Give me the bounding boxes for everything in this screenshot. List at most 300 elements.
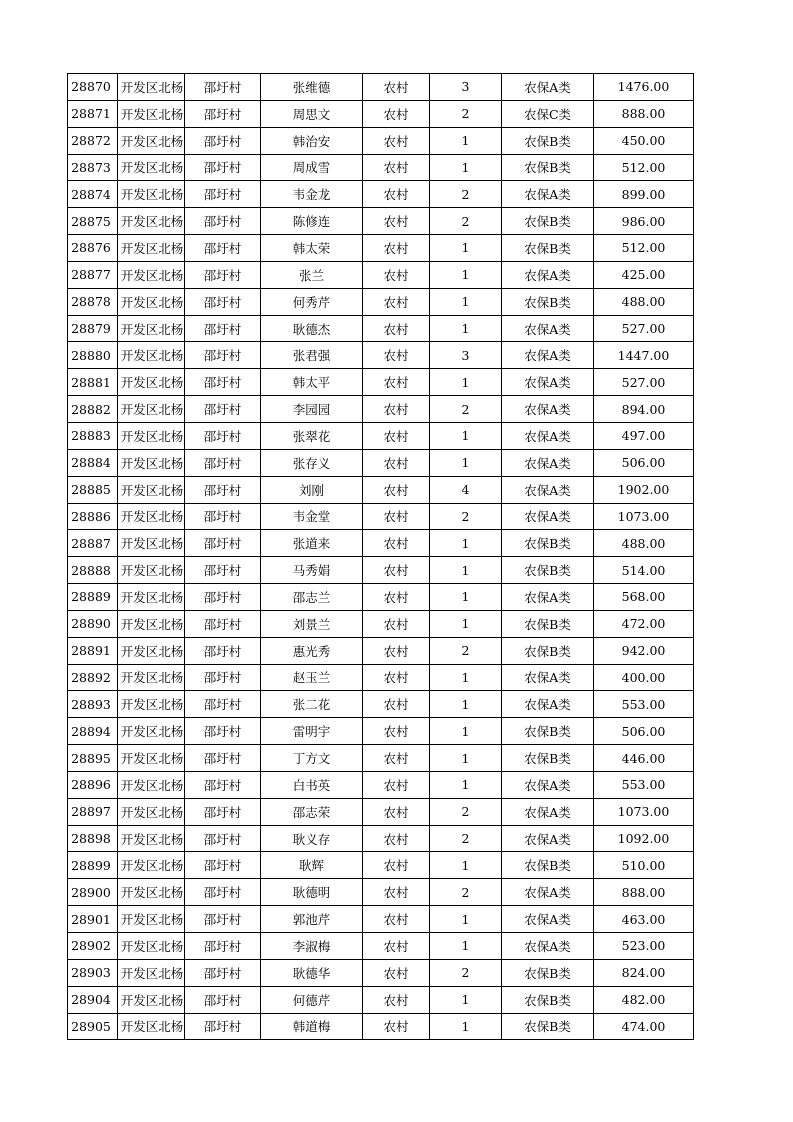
insurance-category-cell: 农保A类 (502, 422, 594, 449)
household-count-cell: 2 (430, 503, 502, 530)
village-cell: 邵圩村 (185, 879, 261, 906)
amount-cell: 888.00 (594, 879, 694, 906)
record-id-cell: 28879 (68, 315, 118, 342)
household-count-cell: 1 (430, 261, 502, 288)
residence-type-cell: 农村 (363, 825, 430, 852)
household-count-cell: 1 (430, 718, 502, 745)
record-id-cell: 28871 (68, 100, 118, 127)
amount-cell: 523.00 (594, 933, 694, 960)
household-count-cell: 1 (430, 449, 502, 476)
insurance-category-cell: 农保A类 (502, 315, 594, 342)
amount-cell: 1447.00 (594, 342, 694, 369)
person-name-cell: 赵玉兰 (261, 664, 363, 691)
district-cell: 开发区北杨 (118, 154, 185, 181)
roster-table (67, 73, 694, 1040)
table-row (68, 1013, 694, 1040)
residence-type-cell: 农村 (363, 127, 430, 154)
village-cell: 邵圩村 (185, 154, 261, 181)
district-cell: 开发区北杨 (118, 745, 185, 772)
table-row (68, 127, 694, 154)
person-name-cell: 马秀娟 (261, 557, 363, 584)
district-cell: 开发区北杨 (118, 986, 185, 1013)
residence-type-cell: 农村 (363, 584, 430, 611)
person-name-cell: 郭池芹 (261, 906, 363, 933)
record-id-cell: 28898 (68, 825, 118, 852)
amount-cell: 899.00 (594, 181, 694, 208)
household-count-cell: 1 (430, 933, 502, 960)
household-count-cell: 1 (430, 610, 502, 637)
village-cell: 邵圩村 (185, 933, 261, 960)
person-name-cell: 韦金龙 (261, 181, 363, 208)
residence-type-cell: 农村 (363, 261, 430, 288)
insurance-category-cell: 农保A类 (502, 825, 594, 852)
insurance-category-cell: 农保A类 (502, 449, 594, 476)
village-cell: 邵圩村 (185, 1013, 261, 1040)
person-name-cell: 张二花 (261, 691, 363, 718)
district-cell: 开发区北杨 (118, 771, 185, 798)
village-cell: 邵圩村 (185, 369, 261, 396)
table-row (68, 261, 694, 288)
district-cell: 开发区北杨 (118, 637, 185, 664)
table-row (68, 798, 694, 825)
table-row (68, 745, 694, 772)
person-name-cell: 韩太荣 (261, 235, 363, 262)
household-count-cell: 2 (430, 825, 502, 852)
amount-cell: 400.00 (594, 664, 694, 691)
residence-type-cell: 农村 (363, 288, 430, 315)
table-row (68, 503, 694, 530)
record-id-cell: 28875 (68, 208, 118, 235)
insurance-category-cell: 农保C类 (502, 100, 594, 127)
residence-type-cell: 农村 (363, 718, 430, 745)
person-name-cell: 邵志兰 (261, 584, 363, 611)
village-cell: 邵圩村 (185, 959, 261, 986)
table-row (68, 584, 694, 611)
residence-type-cell: 农村 (363, 933, 430, 960)
person-name-cell: 李园园 (261, 396, 363, 423)
record-id-cell: 28894 (68, 718, 118, 745)
household-count-cell: 1 (430, 771, 502, 798)
household-count-cell: 1 (430, 584, 502, 611)
record-id-cell: 28901 (68, 906, 118, 933)
table-row (68, 718, 694, 745)
record-id-cell: 28880 (68, 342, 118, 369)
table-row (68, 342, 694, 369)
amount-cell: 497.00 (594, 422, 694, 449)
district-cell: 开发区北杨 (118, 664, 185, 691)
village-cell: 邵圩村 (185, 530, 261, 557)
record-id-cell: 28897 (68, 798, 118, 825)
amount-cell: 553.00 (594, 691, 694, 718)
village-cell: 邵圩村 (185, 503, 261, 530)
amount-cell: 474.00 (594, 1013, 694, 1040)
insurance-category-cell: 农保B类 (502, 852, 594, 879)
household-count-cell: 1 (430, 235, 502, 262)
district-cell: 开发区北杨 (118, 959, 185, 986)
district-cell: 开发区北杨 (118, 369, 185, 396)
record-id-cell: 28887 (68, 530, 118, 557)
record-id-cell: 28877 (68, 261, 118, 288)
village-cell: 邵圩村 (185, 422, 261, 449)
district-cell: 开发区北杨 (118, 74, 185, 101)
amount-cell: 482.00 (594, 986, 694, 1013)
household-count-cell: 3 (430, 342, 502, 369)
household-count-cell: 1 (430, 906, 502, 933)
person-name-cell: 韩治安 (261, 127, 363, 154)
person-name-cell: 刘刚 (261, 476, 363, 503)
insurance-category-cell: 农保B类 (502, 637, 594, 664)
household-count-cell: 1 (430, 664, 502, 691)
record-id-cell: 28891 (68, 637, 118, 664)
table-row (68, 825, 694, 852)
person-name-cell: 耿义存 (261, 825, 363, 852)
person-name-cell: 何德芹 (261, 986, 363, 1013)
village-cell: 邵圩村 (185, 664, 261, 691)
record-id-cell: 28904 (68, 986, 118, 1013)
village-cell: 邵圩村 (185, 986, 261, 1013)
person-name-cell: 陈修连 (261, 208, 363, 235)
district-cell: 开发区北杨 (118, 181, 185, 208)
district-cell: 开发区北杨 (118, 798, 185, 825)
residence-type-cell: 农村 (363, 449, 430, 476)
table-row (68, 449, 694, 476)
district-cell: 开发区北杨 (118, 503, 185, 530)
district-cell: 开发区北杨 (118, 476, 185, 503)
table-row (68, 933, 694, 960)
person-name-cell: 李淑梅 (261, 933, 363, 960)
village-cell: 邵圩村 (185, 745, 261, 772)
record-id-cell: 28892 (68, 664, 118, 691)
table-row (68, 315, 694, 342)
amount-cell: 488.00 (594, 288, 694, 315)
person-name-cell: 耿辉 (261, 852, 363, 879)
residence-type-cell: 农村 (363, 342, 430, 369)
person-name-cell: 韦金堂 (261, 503, 363, 530)
residence-type-cell: 农村 (363, 798, 430, 825)
table-row (68, 610, 694, 637)
person-name-cell: 惠光秀 (261, 637, 363, 664)
residence-type-cell: 农村 (363, 906, 430, 933)
record-id-cell: 28895 (68, 745, 118, 772)
table-row (68, 852, 694, 879)
person-name-cell: 韩太平 (261, 369, 363, 396)
residence-type-cell: 农村 (363, 476, 430, 503)
record-id-cell: 28905 (68, 1013, 118, 1040)
village-cell: 邵圩村 (185, 261, 261, 288)
table-row (68, 476, 694, 503)
residence-type-cell: 农村 (363, 610, 430, 637)
person-name-cell: 耿德杰 (261, 315, 363, 342)
person-name-cell: 白书英 (261, 771, 363, 798)
household-count-cell: 4 (430, 476, 502, 503)
record-id-cell: 28876 (68, 235, 118, 262)
insurance-category-cell: 农保B类 (502, 154, 594, 181)
village-cell: 邵圩村 (185, 449, 261, 476)
village-cell: 邵圩村 (185, 718, 261, 745)
amount-cell: 488.00 (594, 530, 694, 557)
insurance-category-cell: 农保A类 (502, 879, 594, 906)
table-row (68, 771, 694, 798)
insurance-category-cell: 农保B类 (502, 1013, 594, 1040)
record-id-cell: 28890 (68, 610, 118, 637)
village-cell: 邵圩村 (185, 235, 261, 262)
person-name-cell: 刘景兰 (261, 610, 363, 637)
district-cell: 开发区北杨 (118, 261, 185, 288)
village-cell: 邵圩村 (185, 557, 261, 584)
amount-cell: 894.00 (594, 396, 694, 423)
district-cell: 开发区北杨 (118, 557, 185, 584)
village-cell: 邵圩村 (185, 342, 261, 369)
record-id-cell: 28884 (68, 449, 118, 476)
district-cell: 开发区北杨 (118, 315, 185, 342)
insurance-category-cell: 农保A类 (502, 261, 594, 288)
amount-cell: 512.00 (594, 235, 694, 262)
record-id-cell: 28873 (68, 154, 118, 181)
person-name-cell: 张翠花 (261, 422, 363, 449)
residence-type-cell: 农村 (363, 1013, 430, 1040)
amount-cell: 450.00 (594, 127, 694, 154)
amount-cell: 527.00 (594, 369, 694, 396)
amount-cell: 1902.00 (594, 476, 694, 503)
table-row (68, 422, 694, 449)
insurance-category-cell: 农保A类 (502, 906, 594, 933)
insurance-category-cell: 农保A类 (502, 342, 594, 369)
record-id-cell: 28872 (68, 127, 118, 154)
district-cell: 开发区北杨 (118, 208, 185, 235)
record-id-cell: 28902 (68, 933, 118, 960)
village-cell: 邵圩村 (185, 208, 261, 235)
district-cell: 开发区北杨 (118, 127, 185, 154)
amount-cell: 553.00 (594, 771, 694, 798)
household-count-cell: 1 (430, 691, 502, 718)
insurance-category-cell: 农保A类 (502, 664, 594, 691)
district-cell: 开发区北杨 (118, 1013, 185, 1040)
amount-cell: 527.00 (594, 315, 694, 342)
household-count-cell: 1 (430, 1013, 502, 1040)
household-count-cell: 1 (430, 852, 502, 879)
household-count-cell: 2 (430, 396, 502, 423)
amount-cell: 510.00 (594, 852, 694, 879)
record-id-cell: 28878 (68, 288, 118, 315)
insurance-category-cell: 农保A类 (502, 369, 594, 396)
record-id-cell: 28896 (68, 771, 118, 798)
table-row (68, 208, 694, 235)
residence-type-cell: 农村 (363, 422, 430, 449)
table-row (68, 637, 694, 664)
record-id-cell: 28900 (68, 879, 118, 906)
table-row (68, 235, 694, 262)
residence-type-cell: 农村 (363, 959, 430, 986)
household-count-cell: 2 (430, 100, 502, 127)
residence-type-cell: 农村 (363, 691, 430, 718)
residence-type-cell: 农村 (363, 503, 430, 530)
district-cell: 开发区北杨 (118, 825, 185, 852)
village-cell: 邵圩村 (185, 906, 261, 933)
person-name-cell: 张君强 (261, 342, 363, 369)
amount-cell: 568.00 (594, 584, 694, 611)
record-id-cell: 28881 (68, 369, 118, 396)
district-cell: 开发区北杨 (118, 718, 185, 745)
table-row (68, 74, 694, 101)
table-row (68, 664, 694, 691)
person-name-cell: 邵志荣 (261, 798, 363, 825)
district-cell: 开发区北杨 (118, 933, 185, 960)
table-row (68, 369, 694, 396)
household-count-cell: 2 (430, 879, 502, 906)
table-row (68, 530, 694, 557)
village-cell: 邵圩村 (185, 288, 261, 315)
household-count-cell: 3 (430, 74, 502, 101)
table-row (68, 691, 694, 718)
insurance-category-cell: 农保B类 (502, 610, 594, 637)
district-cell: 开发区北杨 (118, 100, 185, 127)
residence-type-cell: 农村 (363, 852, 430, 879)
table-row (68, 100, 694, 127)
record-id-cell: 28883 (68, 422, 118, 449)
amount-cell: 1092.00 (594, 825, 694, 852)
household-count-cell: 1 (430, 127, 502, 154)
district-cell: 开发区北杨 (118, 530, 185, 557)
village-cell: 邵圩村 (185, 315, 261, 342)
district-cell: 开发区北杨 (118, 422, 185, 449)
insurance-category-cell: 农保A类 (502, 74, 594, 101)
amount-cell: 506.00 (594, 718, 694, 745)
amount-cell: 472.00 (594, 610, 694, 637)
household-count-cell: 1 (430, 288, 502, 315)
record-id-cell: 28885 (68, 476, 118, 503)
household-count-cell: 2 (430, 959, 502, 986)
household-count-cell: 2 (430, 798, 502, 825)
insurance-category-cell: 农保A类 (502, 476, 594, 503)
amount-cell: 888.00 (594, 100, 694, 127)
amount-cell: 463.00 (594, 906, 694, 933)
amount-cell: 446.00 (594, 745, 694, 772)
village-cell: 邵圩村 (185, 637, 261, 664)
record-id-cell: 28893 (68, 691, 118, 718)
table-row (68, 154, 694, 181)
table-row (68, 879, 694, 906)
household-count-cell: 1 (430, 422, 502, 449)
table-row (68, 181, 694, 208)
residence-type-cell: 农村 (363, 181, 430, 208)
person-name-cell: 耿德华 (261, 959, 363, 986)
person-name-cell: 韩道梅 (261, 1013, 363, 1040)
amount-cell: 824.00 (594, 959, 694, 986)
village-cell: 邵圩村 (185, 771, 261, 798)
table-row (68, 959, 694, 986)
residence-type-cell: 农村 (363, 74, 430, 101)
household-count-cell: 1 (430, 369, 502, 396)
village-cell: 邵圩村 (185, 825, 261, 852)
district-cell: 开发区北杨 (118, 852, 185, 879)
district-cell: 开发区北杨 (118, 396, 185, 423)
residence-type-cell: 农村 (363, 530, 430, 557)
household-count-cell: 1 (430, 986, 502, 1013)
amount-cell: 942.00 (594, 637, 694, 664)
insurance-category-cell: 农保B类 (502, 127, 594, 154)
village-cell: 邵圩村 (185, 610, 261, 637)
household-count-cell: 2 (430, 208, 502, 235)
amount-cell: 1073.00 (594, 798, 694, 825)
household-count-cell: 1 (430, 557, 502, 584)
person-name-cell: 周成雪 (261, 154, 363, 181)
district-cell: 开发区北杨 (118, 691, 185, 718)
insurance-category-cell: 农保B类 (502, 235, 594, 262)
residence-type-cell: 农村 (363, 396, 430, 423)
table-row (68, 288, 694, 315)
person-name-cell: 丁方文 (261, 745, 363, 772)
record-id-cell: 28903 (68, 959, 118, 986)
residence-type-cell: 农村 (363, 771, 430, 798)
insurance-category-cell: 农保B类 (502, 530, 594, 557)
household-count-cell: 2 (430, 181, 502, 208)
district-cell: 开发区北杨 (118, 449, 185, 476)
amount-cell: 1476.00 (594, 74, 694, 101)
district-cell: 开发区北杨 (118, 610, 185, 637)
household-count-cell: 1 (430, 154, 502, 181)
insurance-category-cell: 农保A类 (502, 933, 594, 960)
insurance-category-cell: 农保A类 (502, 396, 594, 423)
insurance-category-cell: 农保B类 (502, 208, 594, 235)
record-id-cell: 28888 (68, 557, 118, 584)
amount-cell: 1073.00 (594, 503, 694, 530)
amount-cell: 425.00 (594, 261, 694, 288)
record-id-cell: 28889 (68, 584, 118, 611)
amount-cell: 514.00 (594, 557, 694, 584)
table-row (68, 906, 694, 933)
record-id-cell: 28874 (68, 181, 118, 208)
person-name-cell: 张存义 (261, 449, 363, 476)
district-cell: 开发区北杨 (118, 879, 185, 906)
person-name-cell: 张兰 (261, 261, 363, 288)
household-count-cell: 1 (430, 315, 502, 342)
person-name-cell: 雷明宇 (261, 718, 363, 745)
amount-cell: 512.00 (594, 154, 694, 181)
district-cell: 开发区北杨 (118, 342, 185, 369)
household-count-cell: 1 (430, 530, 502, 557)
insurance-category-cell: 农保A类 (502, 181, 594, 208)
residence-type-cell: 农村 (363, 154, 430, 181)
residence-type-cell: 农村 (363, 664, 430, 691)
amount-cell: 506.00 (594, 449, 694, 476)
record-id-cell: 28882 (68, 396, 118, 423)
district-cell: 开发区北杨 (118, 584, 185, 611)
village-cell: 邵圩村 (185, 584, 261, 611)
village-cell: 邵圩村 (185, 74, 261, 101)
person-name-cell: 张维德 (261, 74, 363, 101)
insurance-category-cell: 农保A类 (502, 798, 594, 825)
insurance-category-cell: 农保B类 (502, 557, 594, 584)
residence-type-cell: 农村 (363, 369, 430, 396)
record-id-cell: 28870 (68, 74, 118, 101)
record-id-cell: 28899 (68, 852, 118, 879)
table-row (68, 557, 694, 584)
insurance-category-cell: 农保B类 (502, 745, 594, 772)
district-cell: 开发区北杨 (118, 906, 185, 933)
roster-body (68, 74, 694, 1040)
village-cell: 邵圩村 (185, 476, 261, 503)
table-row (68, 986, 694, 1013)
village-cell: 邵圩村 (185, 852, 261, 879)
village-cell: 邵圩村 (185, 798, 261, 825)
record-id-cell: 28886 (68, 503, 118, 530)
residence-type-cell: 农村 (363, 208, 430, 235)
village-cell: 邵圩村 (185, 100, 261, 127)
village-cell: 邵圩村 (185, 396, 261, 423)
insurance-category-cell: 农保A类 (502, 503, 594, 530)
person-name-cell: 张道来 (261, 530, 363, 557)
residence-type-cell: 农村 (363, 637, 430, 664)
